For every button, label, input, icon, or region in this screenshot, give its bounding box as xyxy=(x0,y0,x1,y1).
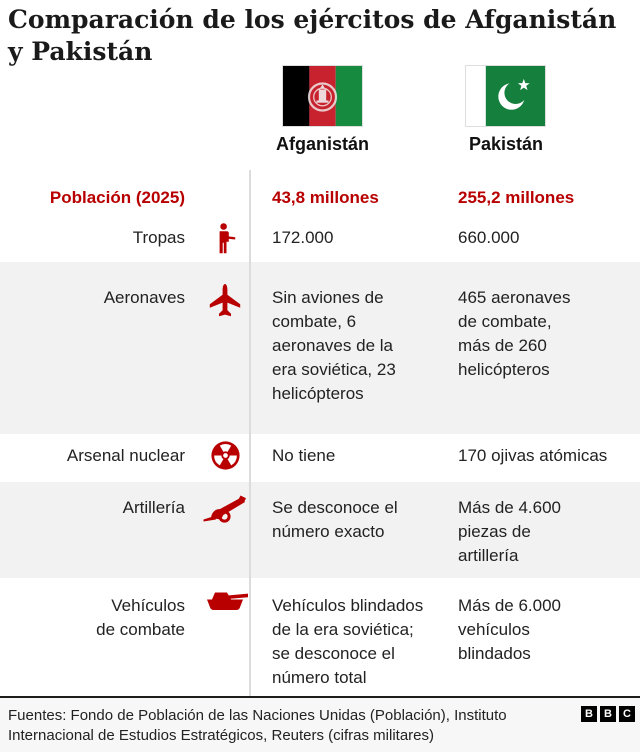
column-divider xyxy=(249,170,251,696)
row-label-cell xyxy=(0,186,250,210)
afghanistan-value: Vehículos blindados de la era soviética; se desconoce el número total xyxy=(272,596,424,687)
row-label-cell xyxy=(0,444,250,470)
afghanistan-value: 43,8 millones xyxy=(272,188,379,207)
row-label: Aeronaves xyxy=(103,288,185,307)
row-label-cell xyxy=(0,496,250,523)
table-row xyxy=(0,578,640,696)
table-row xyxy=(0,170,640,216)
comparison-table xyxy=(0,170,640,696)
row-label: Tropas xyxy=(132,228,185,247)
pakistan-value: 465 aeronaves de combate, más de 260 helicópteros xyxy=(458,288,571,379)
tank-icon xyxy=(200,594,250,642)
bbc-logo-block: B xyxy=(581,706,597,722)
row-label: Vehículos de combate xyxy=(96,596,185,639)
page-title: Comparación de los ejércitos de Afganistán y Pakistán xyxy=(8,5,617,66)
row-label-cell xyxy=(0,594,250,642)
column-header-pakistan: Pakistán xyxy=(468,134,544,154)
bbc-logo xyxy=(581,706,635,722)
bbc-logo-block: B xyxy=(600,706,616,722)
fighter-jet-icon xyxy=(200,286,250,319)
pakistan-value: Más de 4.600 piezas de artillería xyxy=(458,498,562,565)
row-label-cell xyxy=(0,286,250,319)
pakistan-value: Más de 6.000 vehículos blindados xyxy=(458,596,562,663)
pakistan-flag xyxy=(466,66,545,126)
radiation-icon xyxy=(200,444,250,470)
pakistan-value: 660.000 xyxy=(458,228,520,247)
table-row xyxy=(0,434,640,482)
afghanistan-value: Se desconoce el número exacto xyxy=(272,498,398,541)
afghanistan-value: No tiene xyxy=(272,446,336,465)
soldier-icon xyxy=(200,226,250,254)
footer xyxy=(0,696,640,752)
pakistan-value: 255,2 millones xyxy=(458,188,575,207)
table-row xyxy=(0,262,640,434)
row-label: Arsenal nuclear xyxy=(66,446,185,465)
sources-text: Fuentes: Fondo de Población de las Naciones Unidas (Población), Instituto Internacional de Estudios Estratégicos, Reuters (cifras militares) xyxy=(8,707,507,744)
table-row xyxy=(0,216,640,262)
afghanistan-flag-graphic xyxy=(283,66,362,126)
row-label: Población (2025) xyxy=(49,188,185,207)
afghanistan-flag xyxy=(283,66,362,126)
column-header-afghanistan: Afganistán xyxy=(275,134,369,154)
afghanistan-value: 172.000 xyxy=(272,228,334,247)
pakistan-value: 170 ojivas atómicas xyxy=(458,446,608,465)
row-label-cell xyxy=(0,226,250,254)
artillery-cannon-icon xyxy=(200,496,250,523)
no-icon xyxy=(200,186,250,210)
row-label: Artillería xyxy=(122,498,185,517)
pakistan-flag-graphic xyxy=(466,66,545,126)
bbc-logo-block: C xyxy=(619,706,635,722)
afghanistan-value: Sin aviones de combate, 6 aeronaves de la era soviética, 23 helicópteros xyxy=(272,288,396,403)
table-row xyxy=(0,482,640,578)
